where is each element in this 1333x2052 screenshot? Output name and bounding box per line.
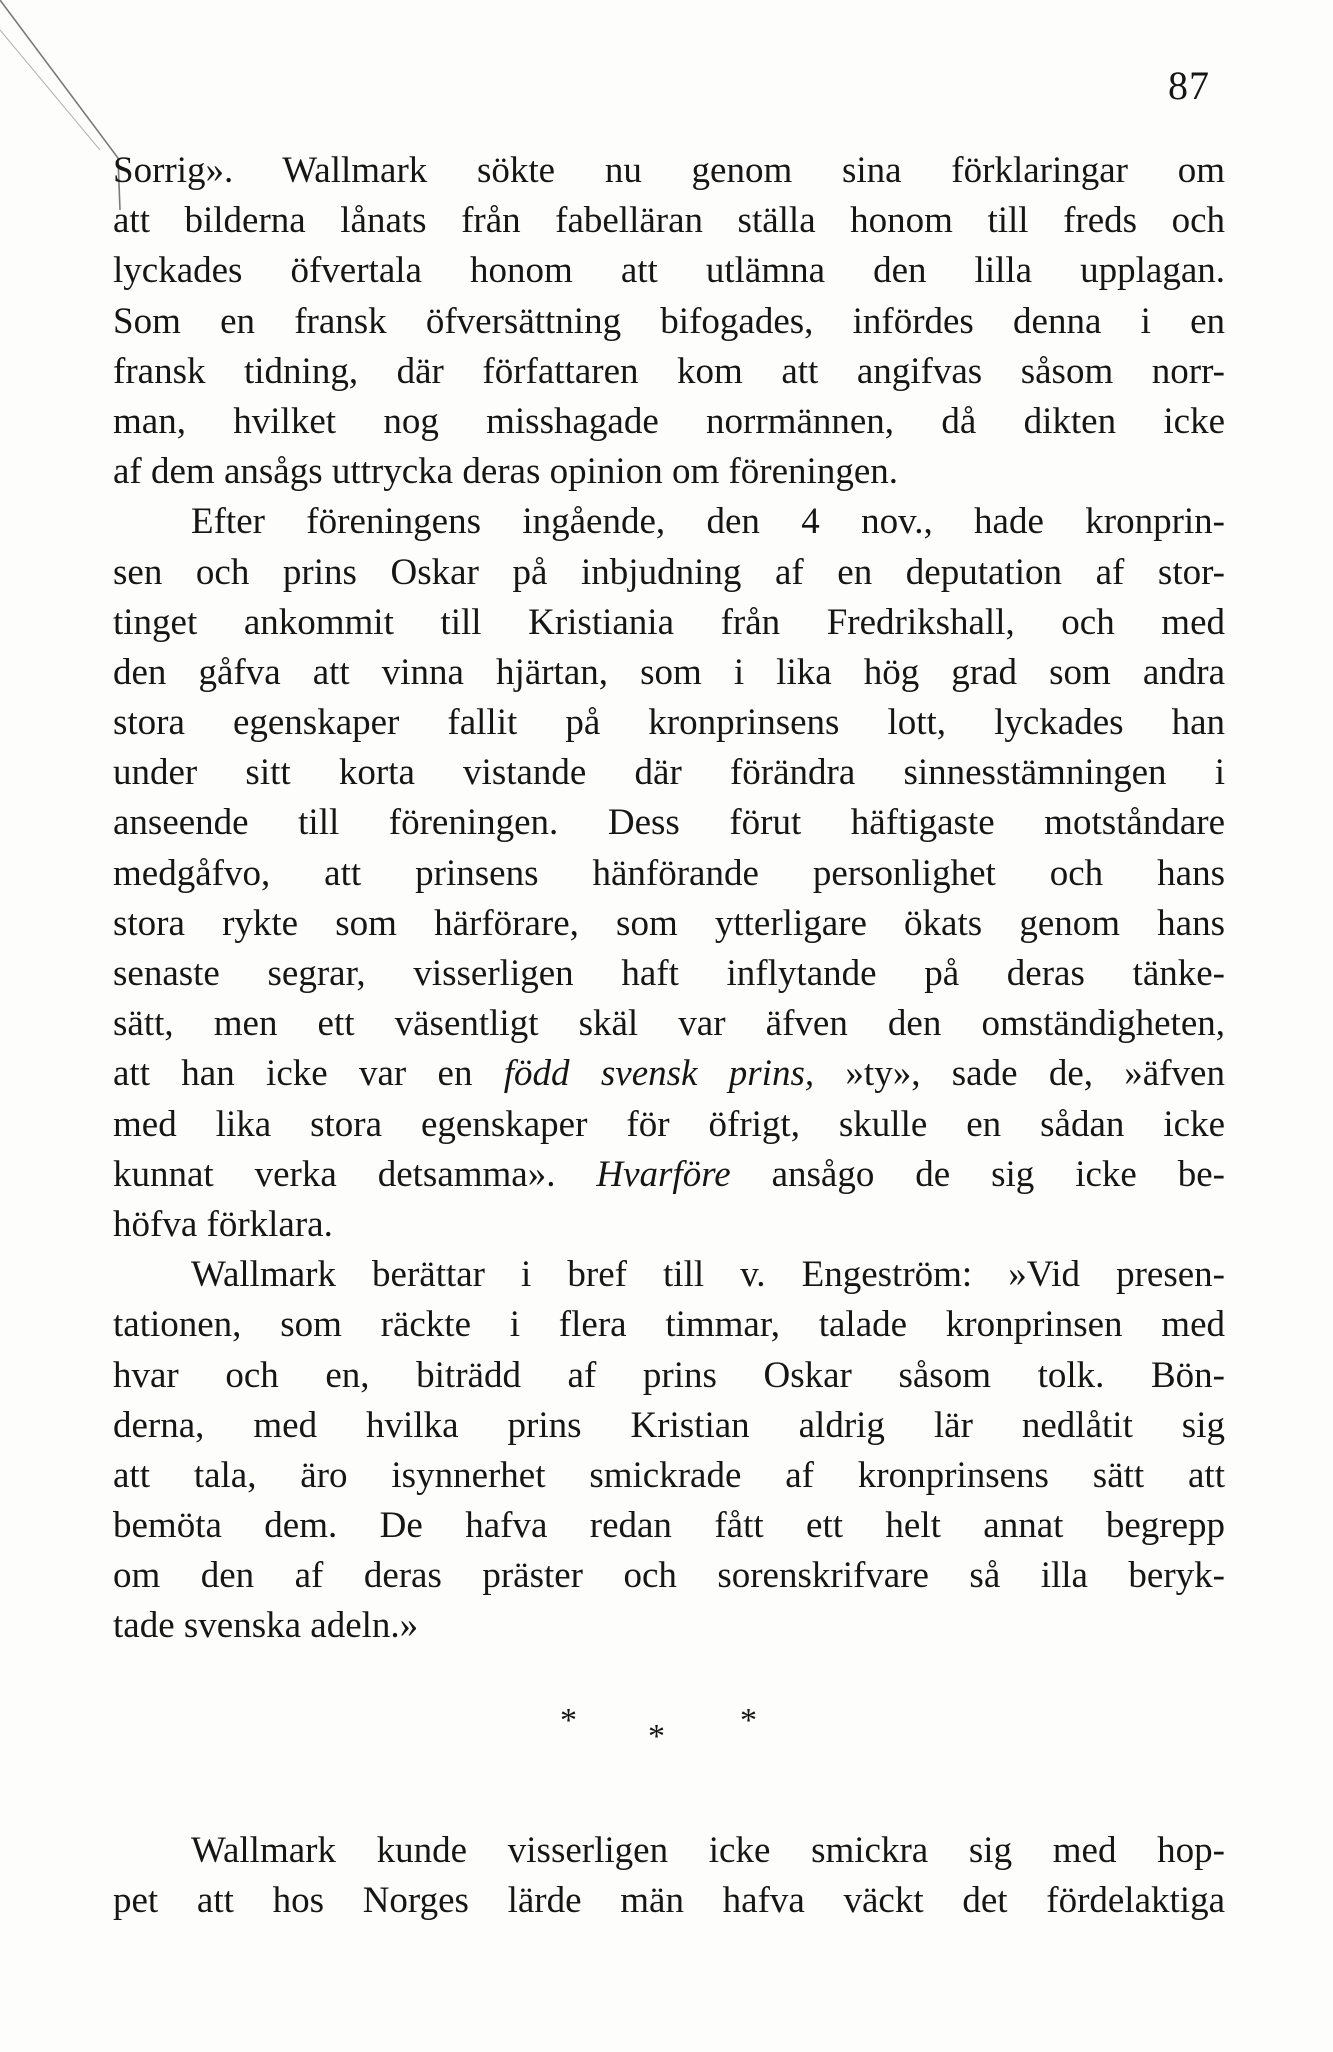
text-line: bemöta dem. De hafva redan fått ett helt annat begrepp [113, 1505, 1225, 1547]
text-line-with-italic [113, 1150, 1225, 1200]
text-line: medgåfvo, att prinsens hänförande personlighet och hans [113, 852, 1225, 894]
main-text [113, 146, 1225, 1652]
text-line: den gåfva att vinna hjärtan, som i lika hög grad som andra [113, 651, 1225, 693]
text-line: sätt, men ett väsentligt skäl var äfven den omständigheten, [113, 1003, 1225, 1045]
text-line: tade svenska adeln.» [113, 1605, 419, 1647]
text-line: man, hvilket nog misshagade norrmännen, då dikten icke [113, 400, 1225, 442]
asterisk: * [648, 1718, 665, 1755]
text-line: Sorrig». Wallmark sökte nu genom sina förklaringar om [113, 150, 1225, 191]
section-separator [550, 1702, 790, 1762]
text-segment: »ty», sade de, »äfven [814, 1053, 1225, 1095]
text-line: Wallmark berättar i bref till v. Engeström: »Vid presen- [191, 1254, 1225, 1296]
text-line: fransk tidning, där författaren kom att angifvas såsom norr- [113, 350, 1225, 392]
text-line-with-italic [113, 1049, 1225, 1099]
text-line: hvar och en, biträdd af prins Oskar såsom tolk. Bön- [113, 1354, 1225, 1396]
text-line: under sitt korta vistande där förändra sinnesstämningen i [113, 752, 1225, 794]
text-line: höfva förklara. [113, 1203, 333, 1245]
text-segment: kunnat verka detsamma». [113, 1153, 597, 1195]
italic-phrase: född svensk prins, [503, 1053, 815, 1095]
text-line: Wallmark kunde visserligen icke smickra sig med hop- [191, 1830, 1225, 1871]
text-line: tinget ankommit till Kristiania från Fredrikshall, och med [113, 601, 1225, 643]
text-line: med lika stora egenskaper för öfrigt, skulle en sådan icke [113, 1103, 1225, 1145]
text-line: att bilderna lånats från fabelläran ställa honom till freds och [113, 200, 1225, 242]
italic-phrase: Hvarföre [596, 1153, 731, 1195]
text-segment: att han icke var en [113, 1053, 504, 1095]
text-segment: ansågo de sig icke be- [730, 1153, 1225, 1195]
page-number: 87 [1168, 63, 1210, 108]
text-line: sen och prins Oskar på inbjudning af en deputation af stor- [113, 551, 1225, 593]
text-line: anseende till föreningen. Dess förut häftigaste motståndare [113, 802, 1225, 844]
text-line: af dem ansågs uttrycka deras opinion om föreningen. [113, 451, 898, 493]
text-line: Efter föreningens ingående, den 4 nov., hade kronprin- [191, 501, 1225, 543]
text-line: Som en fransk öfversättning bifogades, infördes denna i en [113, 300, 1225, 342]
text-line: att tala, äro isynnerhet smickrade af kronprinsens sätt att [113, 1454, 1225, 1496]
text-line: pet att hos Norges lärde män hafva väckt det fördelaktiga [113, 1880, 1225, 1922]
text-line: derna, med hvilka prins Kristian aldrig lär nedlåtit sig [113, 1404, 1225, 1446]
text-line: tationen, som räckte i flera timmar, talade kronprinsen med [113, 1304, 1225, 1346]
text-line: stora egenskaper fallit på kronprinsens lott, lyckades han [113, 702, 1225, 744]
text-line: senaste segrar, visserligen haft inflytande på deras tänke- [113, 953, 1225, 994]
final-text [113, 1826, 1225, 1926]
text-line: om den af deras präster och sorenskrifvare så illa beryk- [113, 1555, 1225, 1597]
asterisk: * [740, 1702, 757, 1739]
asterisk: * [560, 1702, 577, 1739]
text-line: lyckades öfvertala honom att utlämna den lilla upplagan. [113, 250, 1225, 292]
text-line: stora rykte som härförare, som ytterligare ökats genom hans [113, 902, 1225, 944]
